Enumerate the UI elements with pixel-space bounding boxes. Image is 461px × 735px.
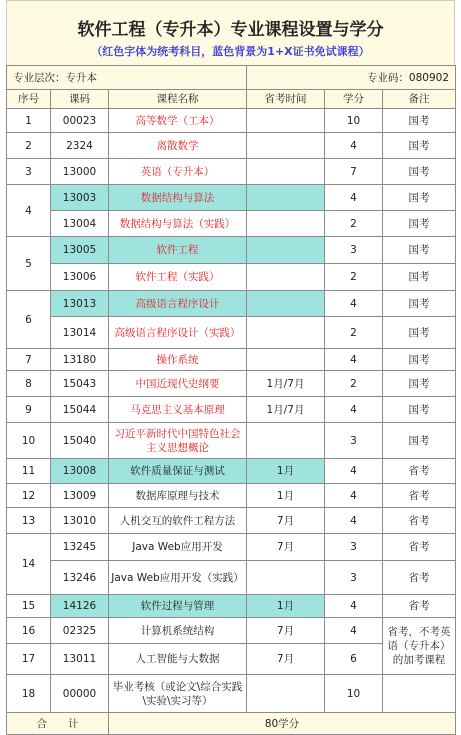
total-row <box>7 713 456 735</box>
cell-no: 9 <box>7 397 51 423</box>
cell-note: 国考 <box>383 237 456 264</box>
table-row <box>7 349 456 371</box>
cell-exam-time <box>247 211 325 237</box>
cell-no: 6 <box>7 291 51 349</box>
info-row <box>7 66 456 90</box>
cell-credit: 7 <box>325 159 383 185</box>
cell-exam-time <box>247 133 325 159</box>
cell-note: 国考 <box>383 133 456 159</box>
cell-course-name: 马克思主义基本原理 <box>109 397 247 423</box>
cell-code: 13000 <box>51 159 109 185</box>
table-row <box>7 133 456 159</box>
cell-course-name: 软件质量保证与测试 <box>109 459 247 484</box>
cell-course-name: 数据结构与算法（实践） <box>109 211 247 237</box>
cell-course-name: 软件工程 <box>109 237 247 264</box>
cell-code: 00023 <box>51 109 109 133</box>
cell-no: 1 <box>7 109 51 133</box>
cell-course-name: Java Web应用开发 <box>109 534 247 561</box>
cell-exam-time <box>247 675 325 713</box>
col-header-exam-time: 省考时间 <box>247 90 325 109</box>
cell-credit: 2 <box>325 211 383 237</box>
table-row <box>7 159 456 185</box>
col-header-name: 课程名称 <box>109 90 247 109</box>
cell-course-name: 习近平新时代中国特色社会主义思想概论 <box>109 423 247 459</box>
table-row <box>7 459 456 484</box>
cell-exam-time: 1月 <box>247 595 325 618</box>
table-row <box>7 397 456 423</box>
cell-exam-time: 1月/7月 <box>247 371 325 397</box>
cell-note: 省考 <box>383 595 456 618</box>
cell-code: 13004 <box>51 211 109 237</box>
cell-no: 17 <box>7 644 51 675</box>
cell-no: 2 <box>7 133 51 159</box>
col-header-note: 备注 <box>383 90 456 109</box>
cell-note: 省考 <box>383 484 456 508</box>
cell-code: 14126 <box>51 595 109 618</box>
table-row <box>7 561 456 595</box>
cell-exam-time <box>247 237 325 264</box>
page-subtitle: （红色字体为统考科目，蓝色背景为1+X证书免试课程） <box>91 45 370 58</box>
cell-course-name: 操作系统 <box>109 349 247 371</box>
col-header-code: 课码 <box>51 90 109 109</box>
cell-code: 00000 <box>51 675 109 713</box>
cell-credit: 10 <box>325 675 383 713</box>
cell-no: 11 <box>7 459 51 484</box>
cell-credit: 10 <box>325 109 383 133</box>
table-row <box>7 109 456 133</box>
cell-code: 15040 <box>51 423 109 459</box>
cell-exam-time <box>247 349 325 371</box>
cell-code: 13003 <box>51 185 109 211</box>
cell-code: 13013 <box>51 291 109 317</box>
cell-no: 15 <box>7 595 51 618</box>
cell-code: 13011 <box>51 644 109 675</box>
cell-credit: 4 <box>325 484 383 508</box>
table-row <box>7 595 456 618</box>
header-row <box>7 90 456 109</box>
col-header-no: 序号 <box>7 90 51 109</box>
cell-course-name: 软件工程（实践） <box>109 264 247 291</box>
major-code: 专业码：080902 <box>247 66 456 90</box>
cell-exam-time <box>247 291 325 317</box>
cell-code: 15043 <box>51 371 109 397</box>
cell-exam-time: 7月 <box>247 534 325 561</box>
cell-no: 10 <box>7 423 51 459</box>
cell-note: 省考，不考英语（专升本）的加考课程 <box>383 618 456 675</box>
cell-credit: 4 <box>325 459 383 484</box>
cell-course-name: 离散数学 <box>109 133 247 159</box>
cell-exam-time <box>247 264 325 291</box>
cell-note: 国考 <box>383 349 456 371</box>
cell-note: 省考 <box>383 459 456 484</box>
cell-course-name: 高等数学（工本） <box>109 109 247 133</box>
course-table-document <box>6 0 455 735</box>
table-row <box>7 264 456 291</box>
cell-no: 3 <box>7 159 51 185</box>
cell-credit: 3 <box>325 534 383 561</box>
cell-note: 省考 <box>383 561 456 595</box>
cell-code: 13009 <box>51 484 109 508</box>
cell-course-name: 数据结构与算法 <box>109 185 247 211</box>
cell-credit: 3 <box>325 423 383 459</box>
cell-credit: 4 <box>325 185 383 211</box>
cell-note: 国考 <box>383 423 456 459</box>
cell-credit: 2 <box>325 317 383 349</box>
cell-note: 省考 <box>383 534 456 561</box>
cell-course-name: 中国近现代史纲要 <box>109 371 247 397</box>
cell-note: 国考 <box>383 264 456 291</box>
cell-course-name: 数据库原理与技术 <box>109 484 247 508</box>
total-value: 80学分 <box>109 713 456 735</box>
cell-note <box>383 675 456 713</box>
cell-no: 14 <box>7 534 51 595</box>
table-row <box>7 317 456 349</box>
course-table <box>6 65 456 735</box>
cell-code: 13014 <box>51 317 109 349</box>
cell-exam-time: 7月 <box>247 644 325 675</box>
total-label: 合 计 <box>7 713 109 735</box>
cell-course-name: Java Web应用开发（实践） <box>109 561 247 595</box>
cell-credit: 4 <box>325 349 383 371</box>
cell-credit: 3 <box>325 561 383 595</box>
cell-course-name: 人工智能与大数据 <box>109 644 247 675</box>
cell-code: 13006 <box>51 264 109 291</box>
table-row <box>7 675 456 713</box>
cell-credit: 4 <box>325 595 383 618</box>
cell-note: 省考 <box>383 508 456 534</box>
cell-course-name: 高级语言程序设计（实践） <box>109 317 247 349</box>
header-panel <box>6 0 455 65</box>
cell-exam-time <box>247 561 325 595</box>
cell-exam-time <box>247 109 325 133</box>
cell-course-name: 英语（专升本） <box>109 159 247 185</box>
cell-credit: 2 <box>325 371 383 397</box>
cell-note: 国考 <box>383 317 456 349</box>
cell-credit: 6 <box>325 644 383 675</box>
col-header-credit: 学分 <box>325 90 383 109</box>
cell-code: 13180 <box>51 349 109 371</box>
cell-credit: 4 <box>325 397 383 423</box>
cell-course-name: 人机交互的软件工程方法 <box>109 508 247 534</box>
cell-code: 13008 <box>51 459 109 484</box>
cell-no: 16 <box>7 618 51 644</box>
cell-exam-time <box>247 185 325 211</box>
cell-exam-time: 1月/7月 <box>247 397 325 423</box>
cell-exam-time <box>247 317 325 349</box>
cell-course-name: 计算机系统结构 <box>109 618 247 644</box>
table-row <box>7 508 456 534</box>
cell-credit: 2 <box>325 264 383 291</box>
cell-note: 国考 <box>383 291 456 317</box>
major-level: 专业层次：专升本 <box>7 66 247 90</box>
cell-note: 国考 <box>383 397 456 423</box>
cell-no: 8 <box>7 371 51 397</box>
cell-exam-time <box>247 423 325 459</box>
cell-no: 18 <box>7 675 51 713</box>
table-row <box>7 185 456 211</box>
cell-exam-time: 1月 <box>247 484 325 508</box>
table-row <box>7 291 456 317</box>
table-row <box>7 484 456 508</box>
cell-no: 5 <box>7 237 51 291</box>
cell-note: 国考 <box>383 211 456 237</box>
cell-exam-time: 7月 <box>247 618 325 644</box>
cell-no: 13 <box>7 508 51 534</box>
table-row <box>7 211 456 237</box>
cell-note: 国考 <box>383 109 456 133</box>
table-row <box>7 618 456 644</box>
cell-no: 7 <box>7 349 51 371</box>
cell-code: 15044 <box>51 397 109 423</box>
cell-credit: 4 <box>325 133 383 159</box>
table-row <box>7 371 456 397</box>
cell-course-name: 高级语言程序设计 <box>109 291 247 317</box>
cell-credit: 3 <box>325 237 383 264</box>
cell-code: 13005 <box>51 237 109 264</box>
cell-note: 国考 <box>383 185 456 211</box>
cell-code: 13010 <box>51 508 109 534</box>
cell-course-name: 软件过程与管理 <box>109 595 247 618</box>
table-row <box>7 237 456 264</box>
cell-note: 国考 <box>383 159 456 185</box>
cell-course-name: 毕业考核（或论文\综合实践\实验\实习等） <box>109 675 247 713</box>
cell-no: 12 <box>7 484 51 508</box>
cell-note: 国考 <box>383 371 456 397</box>
cell-code: 2324 <box>51 133 109 159</box>
cell-credit: 4 <box>325 618 383 644</box>
cell-credit: 4 <box>325 508 383 534</box>
cell-exam-time <box>247 159 325 185</box>
cell-exam-time: 7月 <box>247 508 325 534</box>
cell-credit: 4 <box>325 291 383 317</box>
table-row <box>7 423 456 459</box>
cell-exam-time: 1月 <box>247 459 325 484</box>
table-row <box>7 534 456 561</box>
cell-code: 13245 <box>51 534 109 561</box>
page-title: 软件工程（专升本）专业课程设置与学分 <box>77 20 384 40</box>
cell-no: 4 <box>7 185 51 237</box>
cell-code: 02325 <box>51 618 109 644</box>
cell-code: 13246 <box>51 561 109 595</box>
